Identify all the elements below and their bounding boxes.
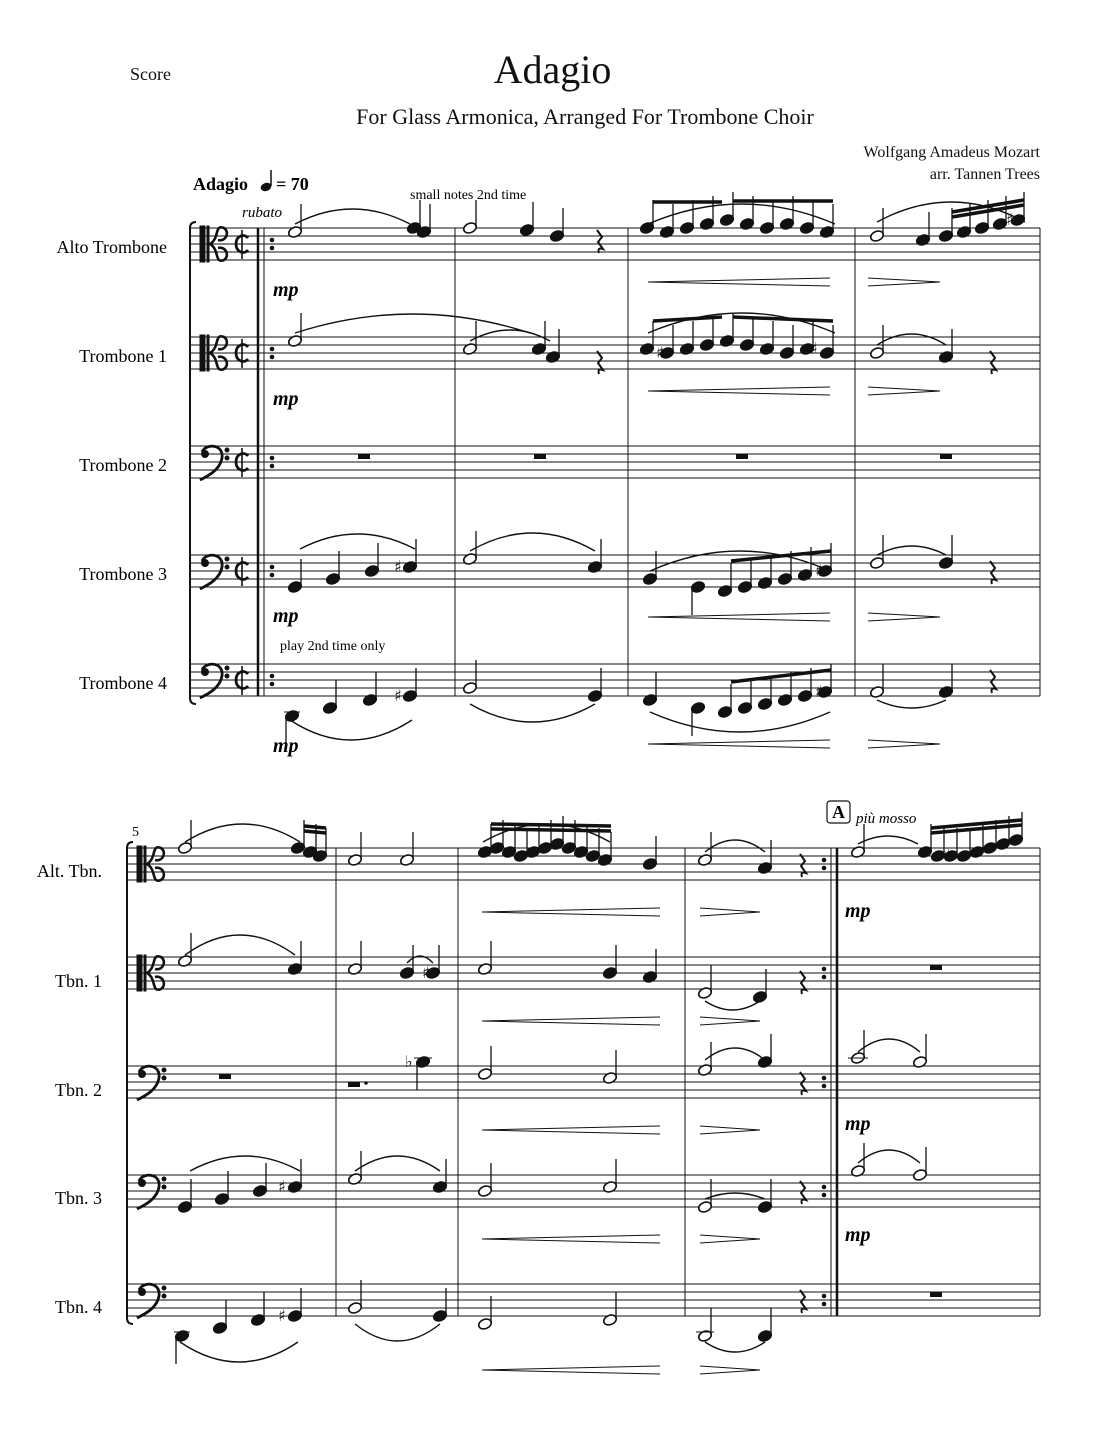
staff-name-trombone-2: Trombone 2 [79, 455, 167, 475]
arranger-credit: arr. Tannen Trees [929, 166, 1040, 183]
crescendo-hairpin [648, 278, 830, 282]
bass-clef-icon [200, 446, 229, 480]
whole-rest [940, 454, 952, 459]
bass-clef-icon [200, 664, 229, 698]
beam [653, 317, 722, 321]
repeat-dot [822, 975, 827, 980]
slur [858, 836, 918, 844]
tempo-marking: Adagio [193, 174, 249, 194]
crescendo-hairpin [482, 1130, 660, 1134]
sharp-accidental: ♯ [810, 339, 818, 358]
slur [877, 546, 946, 555]
whole-rest [358, 454, 370, 459]
piece-title: Adagio [493, 47, 612, 92]
repeat-dot [822, 1084, 827, 1089]
bass-clef-icon [200, 555, 229, 589]
rehearsal-mark: A [832, 802, 845, 822]
beam [304, 831, 326, 833]
dynamic-mp: mp [845, 1113, 871, 1135]
beam [731, 551, 831, 561]
repeat-dot [270, 464, 275, 469]
decrescendo-hairpin [700, 1126, 760, 1130]
repeat-dot [822, 967, 827, 972]
measure-number: 5 [132, 825, 139, 840]
repeat-dot [822, 1185, 827, 1190]
staff-name-trombone-4: Trombone 4 [79, 673, 167, 693]
crescendo-hairpin [482, 908, 660, 912]
repeat-dot [270, 674, 275, 679]
repeat-dot [822, 866, 827, 871]
slur [355, 1324, 440, 1341]
slur [470, 704, 595, 722]
crescendo-hairpin [482, 1021, 660, 1025]
repeat-dot [270, 347, 275, 352]
decrescendo-hairpin [700, 908, 760, 912]
staff-name-tbn-3: Tbn. 3 [55, 1188, 102, 1208]
slur [190, 1156, 300, 1171]
decrescendo-hairpin [868, 391, 940, 395]
flat-accidental: ♭ [405, 1052, 413, 1071]
crescendo-hairpin [648, 740, 830, 744]
decrescendo-hairpin [700, 1130, 760, 1134]
bass-clef-icon [137, 1284, 166, 1318]
decrescendo-hairpin [868, 740, 940, 744]
decrescendo-hairpin [868, 387, 940, 391]
repeat-dot [270, 246, 275, 251]
slur [877, 700, 946, 708]
whole-rest [219, 1074, 231, 1079]
slur [180, 1342, 298, 1362]
repeat-dot [822, 1294, 827, 1299]
slur [185, 935, 295, 955]
whole-rest [930, 965, 942, 970]
slur [705, 1193, 765, 1199]
decrescendo-hairpin [700, 912, 760, 916]
repeat-dot [822, 1076, 827, 1081]
crescendo-hairpin [648, 613, 830, 617]
quarter-rest [597, 230, 603, 253]
crescendo-hairpin [482, 1239, 660, 1243]
staff-name-trombone-3: Trombone 3 [79, 564, 167, 584]
dynamic-mp: mp [273, 605, 299, 627]
sharp-accidental: ♯ [943, 846, 951, 865]
slur [877, 334, 946, 345]
sharp-accidental: ♯ [815, 561, 823, 580]
sharp-accidental: ♯ [278, 1306, 286, 1325]
crescendo-hairpin [648, 744, 830, 748]
crescendo-hairpin [648, 617, 830, 621]
slur [705, 1001, 760, 1010]
quarter-rest [800, 1290, 806, 1313]
crescendo-hairpin [482, 1126, 660, 1130]
sharp-accidental: ♯ [656, 343, 664, 362]
staff-name-alto-trombone: Alto Trombone [56, 237, 167, 257]
bass-clef-icon [137, 1066, 166, 1100]
slur [705, 1342, 765, 1352]
beam [733, 317, 833, 321]
composer-credit: Wolfgang Amadeus Mozart [863, 144, 1040, 161]
slur [290, 720, 412, 740]
repeat-dot [822, 858, 827, 863]
repeat-dot [270, 355, 275, 360]
rehearsal-mark-box [827, 801, 850, 823]
slur [858, 1039, 920, 1052]
sharp-accidental: ♯ [394, 557, 402, 576]
repeat-dot [270, 573, 275, 578]
staff-name-tbn-2: Tbn. 2 [55, 1080, 102, 1100]
decrescendo-hairpin [868, 613, 940, 617]
decrescendo-hairpin [868, 617, 940, 621]
piu-mosso-marking: più mosso [856, 811, 917, 827]
staff-name-trombone-1: Trombone 1 [79, 346, 167, 366]
slur [300, 534, 415, 549]
staff-name-tbn-1: Tbn. 1 [55, 971, 102, 991]
slur [295, 209, 410, 224]
decrescendo-hairpin [868, 278, 940, 282]
decrescendo-hairpin [700, 1017, 760, 1021]
rubato-marking: rubato [242, 205, 283, 221]
slur [705, 840, 765, 852]
slur [650, 712, 830, 732]
crescendo-hairpin [648, 391, 830, 395]
decrescendo-hairpin [700, 1239, 760, 1243]
repeat-dot [270, 456, 275, 461]
whole-rest [930, 1292, 942, 1297]
crescendo-hairpin [482, 1366, 660, 1370]
quarter-rest [800, 1072, 806, 1095]
slur [295, 314, 530, 333]
decrescendo-hairpin [868, 744, 940, 748]
crescendo-hairpin [482, 1017, 660, 1021]
quarter-rest [990, 561, 996, 584]
quarter-rest [990, 351, 996, 374]
slur [705, 1048, 765, 1060]
quarter-rest [597, 351, 603, 374]
quarter-note-icon [259, 170, 272, 193]
slur [648, 204, 835, 224]
staff-name-tbn-4: Tbn. 4 [55, 1297, 102, 1317]
sharp-accidental: ♯ [394, 686, 402, 705]
decrescendo-hairpin [868, 282, 940, 286]
staff-name-alt-tbn: Alt. Tbn. [36, 861, 102, 881]
crescendo-hairpin [648, 282, 830, 286]
half-rest [348, 1082, 360, 1087]
bass-clef-icon [137, 1175, 166, 1209]
quarter-rest [800, 1181, 806, 1204]
sharp-accidental: ♯ [1006, 210, 1014, 229]
whole-rest [534, 454, 546, 459]
quarter-rest [800, 854, 806, 877]
slur [470, 533, 595, 551]
whole-rest [736, 454, 748, 459]
dynamic-mp: mp [845, 1224, 871, 1246]
decrescendo-hairpin [700, 1235, 760, 1239]
slur [185, 824, 300, 842]
score-label: Score [130, 64, 171, 84]
repeat-dot [822, 1193, 827, 1198]
decrescendo-hairpin [700, 1366, 760, 1370]
beam [304, 826, 326, 828]
dot [364, 1081, 368, 1085]
crescendo-hairpin [482, 1235, 660, 1239]
slur [858, 1150, 920, 1163]
repeat-dot [270, 682, 275, 687]
slur [470, 330, 550, 341]
piece-subtitle: For Glass Armonica, Arranged For Trombone Choir [356, 104, 814, 129]
small-notes-instruction: small notes 2nd time [410, 188, 527, 203]
repeat-dot [270, 565, 275, 570]
dynamic-mp: mp [845, 900, 871, 922]
crescendo-hairpin [482, 912, 660, 916]
repeat-dot [822, 1302, 827, 1307]
repeat-dot [270, 238, 275, 243]
decrescendo-hairpin [700, 1370, 760, 1374]
tempo-value: = 70 [276, 174, 309, 194]
decrescendo-hairpin [700, 1021, 760, 1025]
play-second-time-instruction: play 2nd time only [280, 639, 386, 654]
dynamic-mp: mp [273, 388, 299, 410]
crescendo-hairpin [482, 1370, 660, 1374]
sharp-accidental: ♯ [815, 682, 823, 701]
dynamic-mp: mp [273, 735, 299, 757]
crescendo-hairpin [648, 387, 830, 391]
dynamic-mp: mp [273, 279, 299, 301]
slur [355, 1156, 440, 1171]
sharp-accidental: ♯ [422, 963, 430, 982]
quarter-rest [800, 971, 806, 994]
sharp-accidental: ♯ [278, 1177, 286, 1196]
quarter-rest [990, 670, 996, 693]
